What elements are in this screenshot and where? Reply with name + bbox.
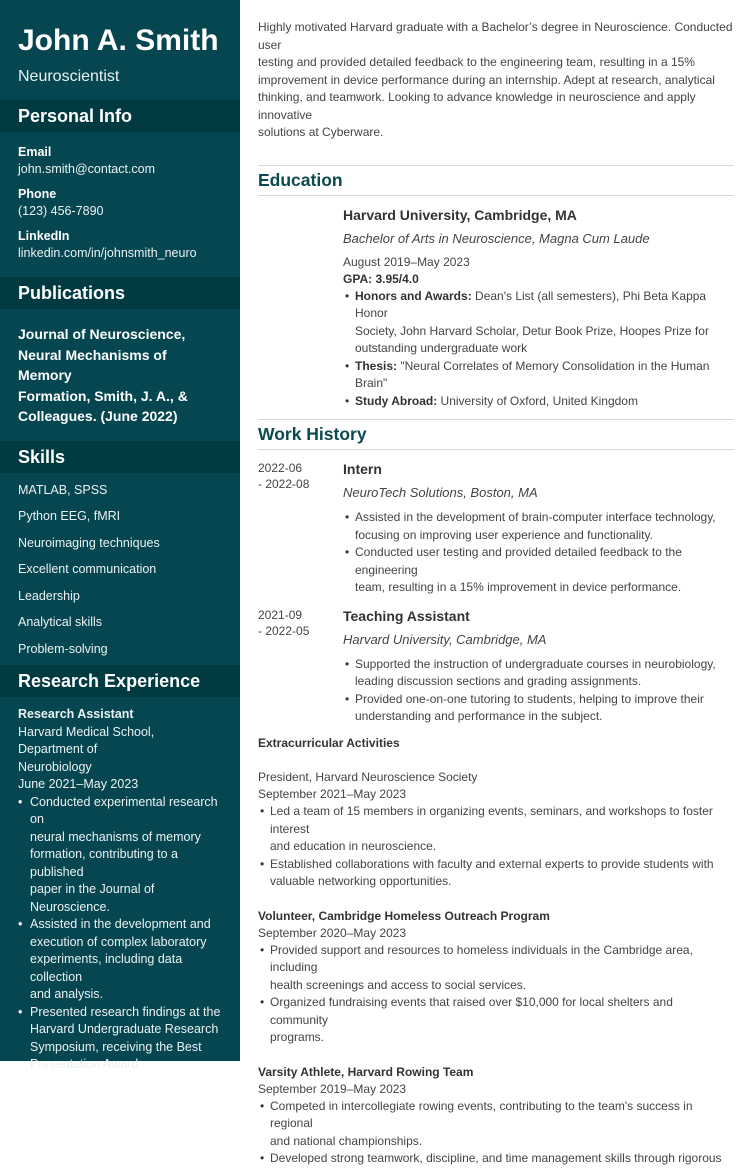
research-heading: Research Experience [0,665,240,697]
bullet-line: • Assisted in the development of brain-computer interface technology, [355,510,716,524]
bullet-line: neural mechanisms of memory [30,829,201,844]
research-bullets [18,794,222,1074]
job-bullets [343,656,734,726]
skill-item: MATLAB, SPSS [18,482,108,497]
job-entry [258,597,734,726]
list-item [343,393,734,411]
summary-line: improvement in device performance during an internship. Adept at research, analytical [258,72,715,87]
bullet-line: • Developed strong teamwork, discipline, and time management skills through rigorous [270,1151,722,1165]
list-item [258,1098,734,1151]
bullet-line: paper in the Journal of Neuroscience. [30,882,155,914]
list-item [258,856,734,891]
job-company: Harvard University, Cambridge, MA [343,631,547,647]
job-dates [258,460,343,597]
publications-section [0,309,240,427]
linkedin-value: linkedin.com/in/johnsmith_neuro [18,246,197,260]
bullet-line: • Presented research findings at the [30,1004,221,1019]
work-history-heading: Work History [258,424,367,444]
candidate-name: John A. Smith [18,24,219,57]
gpa: GPA: 3.95/4.0 [343,271,419,286]
publication-line: Colleagues. (June 2022) [18,408,178,424]
bullet-line: execution of complex laboratory [30,934,207,949]
bullet-line: • Led a team of 15 members in organizing events, seminars, and workshops to foster interest [270,804,713,836]
bullet-line: • Conducted experimental research on [30,794,218,826]
job-company: NeuroTech Solutions, Boston, MA [343,485,538,500]
skill-item: Python EEG, fMRI [18,509,121,523]
extracurricular-heading: Extracurricular Activities [258,735,400,750]
list-item [258,1150,734,1168]
candidate-title: Neuroscientist [18,68,120,85]
list-item [343,358,734,393]
professional-summary [258,0,734,142]
honors-label: Honors and Awards: [355,288,472,303]
skill-item: Excellent communication [18,562,157,576]
bullet-line: experiments, including data collection [30,952,183,984]
research-org-line: Harvard Medical School, Department of [18,724,155,756]
bullet-line: health screenings and access to social services. [270,977,527,992]
bullet-line: formation, contributing to a published [30,847,178,879]
list-item [343,509,734,544]
job-dates [258,607,343,726]
activity-title: Volunteer, Cambridge Homeless Outreach Program [258,908,550,923]
skill-item: Problem-solving [18,641,108,656]
honors-text: outstanding undergraduate work [355,341,528,355]
activity-bullets [258,942,734,1047]
school-name: Harvard University, Cambridge, MA [343,206,577,223]
bullet-line: • Provided support and resources to homeless individuals in the Cambridge area, including [270,942,693,974]
job-date-end: - 2022-05 [258,623,310,638]
bullet-line: and education in neuroscience. [270,839,437,853]
bullet-line: Presentation Award. [30,1057,142,1071]
activity-entry [258,1064,734,1168]
publication-line: Neural Mechanisms of Memory [18,346,167,383]
list-item [343,691,734,726]
activity-dates: September 2019–May 2023 [258,1081,407,1096]
bullet-line: Harvard Undergraduate Research [30,1022,219,1036]
publication-line: Journal of Neuroscience, [18,326,186,342]
summary-line: testing and provided detailed feedback to the engineering team, resulting in a 15% [258,55,695,69]
activity-bullets [258,803,734,891]
summary-line: thinking, and teamwork. Looking to advance knowledge in neuroscience and apply innovative [258,90,696,122]
skill-item: Analytical skills [18,615,103,629]
activity-title: President, Harvard Neuroscience Society [258,770,478,784]
research-section [0,697,240,1074]
bullet-line: • Provided one-on-one tutoring to students, helping to improve their [355,691,704,706]
education-entry [258,196,734,411]
bullet-line: team, resulting in a 15% improvement in device performance. [355,580,682,594]
degree: Bachelor of Arts in Neuroscience, Magna Cum Laude [343,230,650,246]
linkedin-label: LinkedIn [18,229,70,243]
research-position: Research Assistant [18,707,134,721]
bullet-line: and analysis. [30,987,103,1001]
research-dates: June 2021–May 2023 [18,777,139,791]
bullet-line: • Supported the instruction of undergraduate courses in neurobiology, [355,656,716,671]
phone-label: Phone [18,187,57,201]
activity-dates: September 2021–May 2023 [258,787,407,801]
activity-title: Varsity Athlete, Harvard Rowing Team [258,1064,474,1079]
list-item [18,916,222,1004]
summary-line: solutions at Cyberware. [258,125,384,139]
list-item [343,656,734,691]
sidebar [0,0,240,1071]
skills-section [0,473,240,663]
list-item [18,794,222,917]
job-bullets [343,509,734,597]
bullet-line: valuable networking opportunities. [270,874,452,888]
education-bullets [343,288,734,411]
email-value: john.smith@contact.com [18,162,156,176]
bullet-line: Symposium, receiving the Best [30,1039,202,1054]
main-content [258,0,734,1168]
bullet-line: • Organized fundraising events that raised over $10,000 for local shelters and community [270,995,673,1027]
skill-item: Leadership [18,588,80,603]
bullet-line: understanding and performance in the subject. [355,709,603,723]
email-label: Email [18,145,52,159]
bullet-line: • Competed in intercollegiate rowing events, contributing to the team's success in regional [270,1098,693,1130]
publication-line: Formation, Smith, J. A., & [18,387,188,404]
bullet-line: leading discussion sections and grading assignments. [355,674,642,688]
job-content [343,460,734,597]
study-abroad-label: Study Abroad: [355,393,438,408]
activity-bullets [258,1098,734,1168]
education-content [343,206,734,411]
list-item [343,288,734,358]
list-item [18,1004,222,1074]
activity-entry [258,769,734,891]
job-content [343,607,734,726]
education-heading: Education [258,169,343,190]
skill-item: Neuroimaging techniques [18,535,160,550]
job-title: Intern [343,461,382,477]
phone-value: (123) 456-7890 [18,204,104,218]
publications-heading: Publications [0,277,240,309]
honors-text: Dean's List (all semesters), Phi Beta Kappa Honor [355,288,707,320]
research-org-line: Neurobiology [18,759,92,774]
activity-entry [258,908,734,1047]
bullet-line: • Assisted in the development and [30,917,211,931]
list-item [343,544,734,597]
skills-heading: Skills [0,441,240,473]
bullet-line: and national championships. [270,1133,423,1148]
study-abroad-text: University of Oxford, United Kingdom [437,393,638,408]
education-dates: August 2019–May 2023 [343,254,470,269]
personal-info-heading: Personal Info [0,100,240,132]
job-entry [258,450,734,597]
bullet-line: programs. [270,1030,325,1044]
list-item [258,994,734,1047]
education-date-col [258,206,343,411]
job-date-start: 2022-06 [258,461,303,475]
thesis-text: "Neural Correlates of Memory Consolidation in the Human Brain" [355,358,710,390]
job-date-end: - 2022-08 [258,477,310,491]
bullet-line: • Established collaborations with faculty and external experts to provide students with [270,856,714,871]
job-title: Teaching Assistant [343,607,470,624]
bullet-line: • Conducted user testing and provided detailed feedback to the engineering [355,545,682,577]
list-item [258,803,734,856]
activity-dates: September 2020–May 2023 [258,925,407,940]
summary-line: Highly motivated Harvard graduate with a Bachelor’s degree in Neuroscience. Conducted user [258,20,733,52]
bullet-line: focusing on improving user experience and functionality. [355,527,653,542]
personal-info-section [0,132,240,260]
thesis-label: Thesis: [355,358,398,373]
job-date-start: 2021-09 [258,607,303,622]
list-item [258,942,734,995]
honors-text: Society, John Harvard Scholar, Detur Book Prize, Hoopes Prize for [355,323,709,338]
